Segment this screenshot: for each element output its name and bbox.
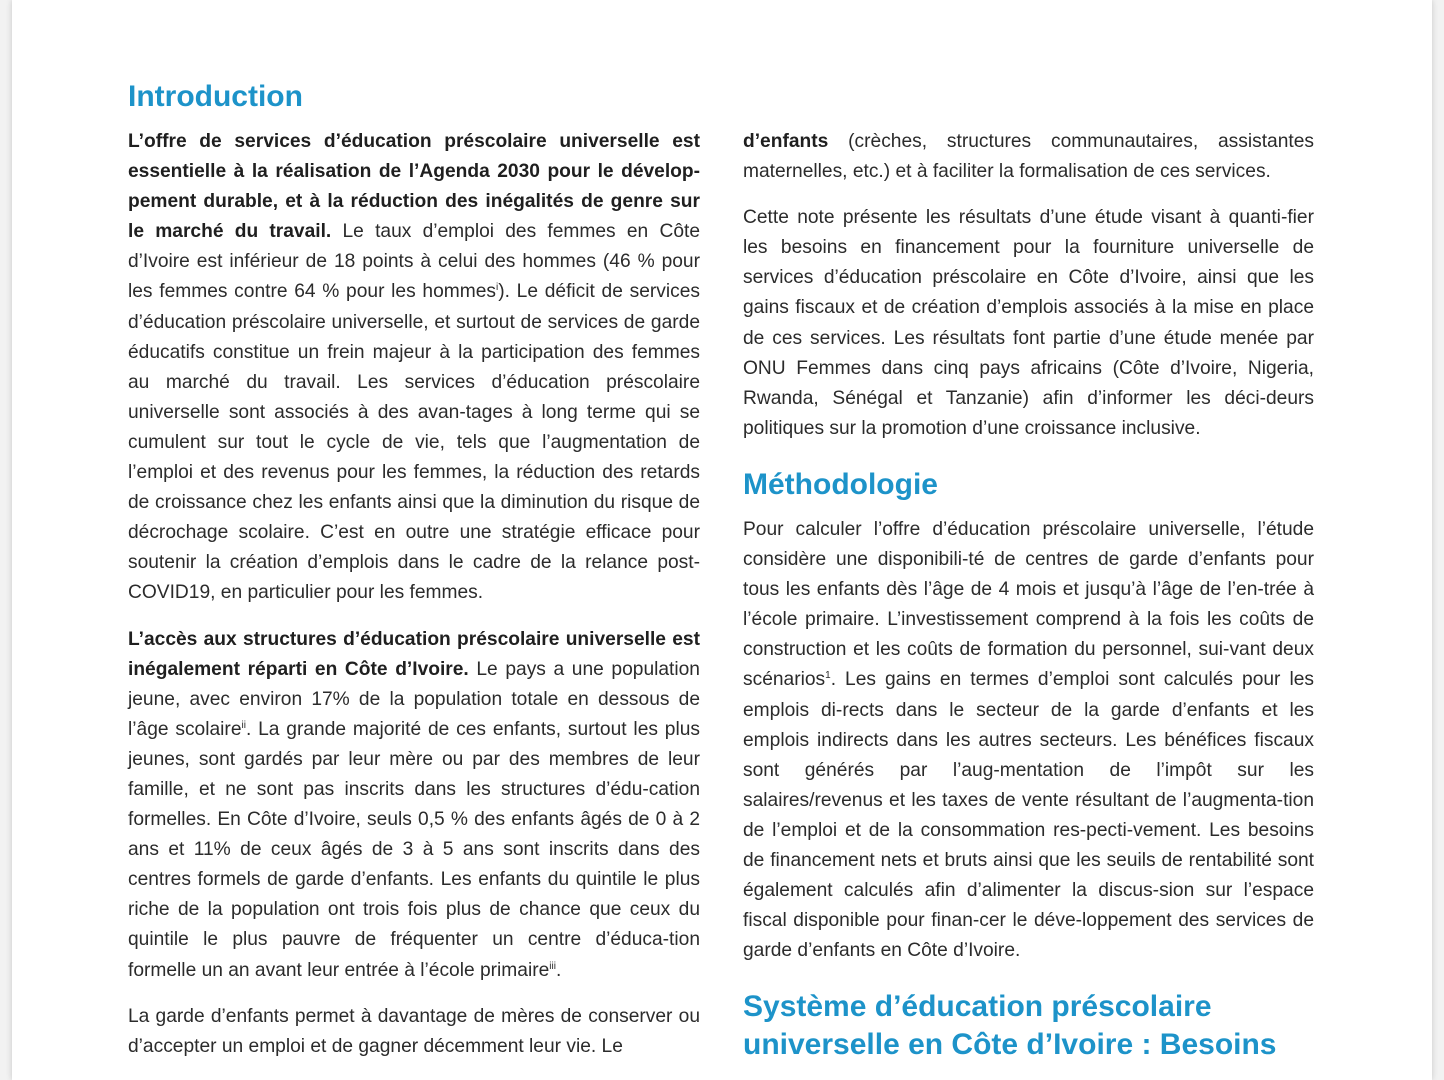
left-column — [128, 78, 700, 1078]
study-note-paragraph: Cette note présente les résultats d’une étude visant à quanti-fier les besoins en financement pour la fourniture universelle de services d’éducation préscolaire en Côte d’Ivoire, ainsi que les gains fiscaux et de création d’emplois associés à la mise en place de ces services. Les résultats font partie d’une étude menée par ONU Femmes dans cinq pays africains (Côte d’Ivoire, Nigeria, Rwanda, Sénégal et Tanzanie) afin d’informer les déci-deurs politiques sur la promotion d’une croissance inclusive. — [743, 207, 1314, 439]
intro-paragraph-1-text-b: ). Le déficit de services d’éducation préscolaire universelle, et surtout de services de garde éducatifs constitue un frein majeur à la participation des femmes au marché du travail. Les services d’éducation préscolaire universelle sont associés à des avan-tages à long terme qui se cumulent sur tout le cycle de vie, tels que l’augmentation de l’emploi et des revenus pour les femmes, la réduction des retards de croissance chez les enfants ainsi que la diminution du risque de décrochage scolaire. C’est en outre une stratégie efficace pour soutenir la création d’emplois dans le cadre de la relance post-COVID19, en particulier pour les femmes. — [128, 281, 700, 604]
intro-paragraph-1-lead: L’offre de services d’éducation préscolaire universelle est essentielle à la réalisation de l’Agenda 2030 pour le dévelop-pement durable, et à la réduction des inégalités de genre sur le marché du travail. — [128, 131, 700, 243]
footnote-ref-ii[interactable]: ii — [241, 719, 246, 731]
methodology-paragraph — [743, 515, 1314, 966]
footnote-ref-i[interactable]: i — [496, 282, 499, 294]
section-heading-introduction: Introduction — [128, 80, 303, 113]
intro-paragraph-2-text-b: . La grande majorité de ces enfants, surtout les plus jeunes, sont gardés par leur mère ou par des membres de leur famille, et ne sont pas inscrits dans les structures d’édu-cation formelles. En Côte d’Ivoire, seuls 0,5 % des enfants âgés de 0 à 2 ans et 11% de ceux âgés de 3 à 5 ans sont inscrits dans des centres formels de garde d’enfants. Les enfants du quintile le plus riche de la population ont trois fois plus de chance que ceux du quintile le plus pauvre de fréquenter un centre d’éduca-tion formelle un an avant leur entrée à l’école primaire — [128, 718, 700, 981]
intro-paragraph-1-text-a: Le taux d’emploi des femmes en Côte d’Ivoire est inférieur de 18 points à celui des hommes (46 % pour les femmes contre 64 % pour les hommes — [128, 221, 700, 303]
section-heading-systeme: Système d’éducation préscolaire universelle en Côte d’Ivoire : Besoins — [743, 990, 1277, 1062]
methodology-paragraph-text-a: Pour calculer l’offre d’éducation préscolaire universelle, l’étude considère une disponibili-té de centres de garde d’enfants pour tous les enfants dès l’âge de 4 mois et jusqu’à l’âge de l’en-trée à l’école primaire. L’investissement comprend à la fois les coûts de construction et les coûts de formation du personnel, sui-vant deux scénarios — [743, 518, 1314, 691]
intro-paragraph-2-lead: L’accès aux structures d’éducation préscolaire universelle est inégalement réparti en Côte d’Ivoire. — [128, 628, 700, 680]
intro-paragraph-2-text-a: Le pays a une population jeune, avec environ 17% de la population totale en dessous de l’âge scolaire — [128, 658, 700, 740]
methodology-paragraph-text-b: . Les gains en termes d’emploi sont calculés pour les emplois di-rects dans le secteur de la garde d’enfants et les emplois indirects dans les autres secteurs. Les bénéfices fiscaux sont générés par l’aug-mentation de l’impôt sur les salaires/revenus et les taxes de vente résultant de l’augmenta-tion de l’emploi et de la consommation res-pecti-vement. Les besoins de financement nets et bruts ainsi que les seuils de rentabilité sont également calculés afin d’alimenter la discus-sion sur l’espace fiscal disponible pour finan-cer le déve-loppement des services de garde d’enfants en Côte d’Ivoire. — [743, 669, 1314, 962]
document-page — [12, 0, 1432, 1080]
intro-paragraph-3: La garde d’enfants permet à davantage de mères de conserver ou d’accepter un emploi et de gagner décemment leur vie. Le — [128, 1005, 700, 1057]
section-heading-methodologie: Méthodologie — [743, 467, 938, 501]
intro-paragraph-1 — [128, 127, 700, 609]
right-column — [743, 127, 1314, 1076]
intro-paragraph-2-text-c: . — [555, 959, 562, 981]
intro-paragraph-2 — [128, 625, 700, 986]
continued-paragraph — [743, 127, 1314, 187]
continued-paragraph-text: (crèches, structures communautaires, assistantes maternelles, etc.) et à faciliter la formalisation de ces services. — [743, 131, 1314, 183]
continued-paragraph-lead: d’enfants — [743, 131, 829, 152]
footnote-ref-iii[interactable]: iii — [549, 960, 556, 972]
footnote-ref-1[interactable]: 1 — [825, 670, 831, 682]
